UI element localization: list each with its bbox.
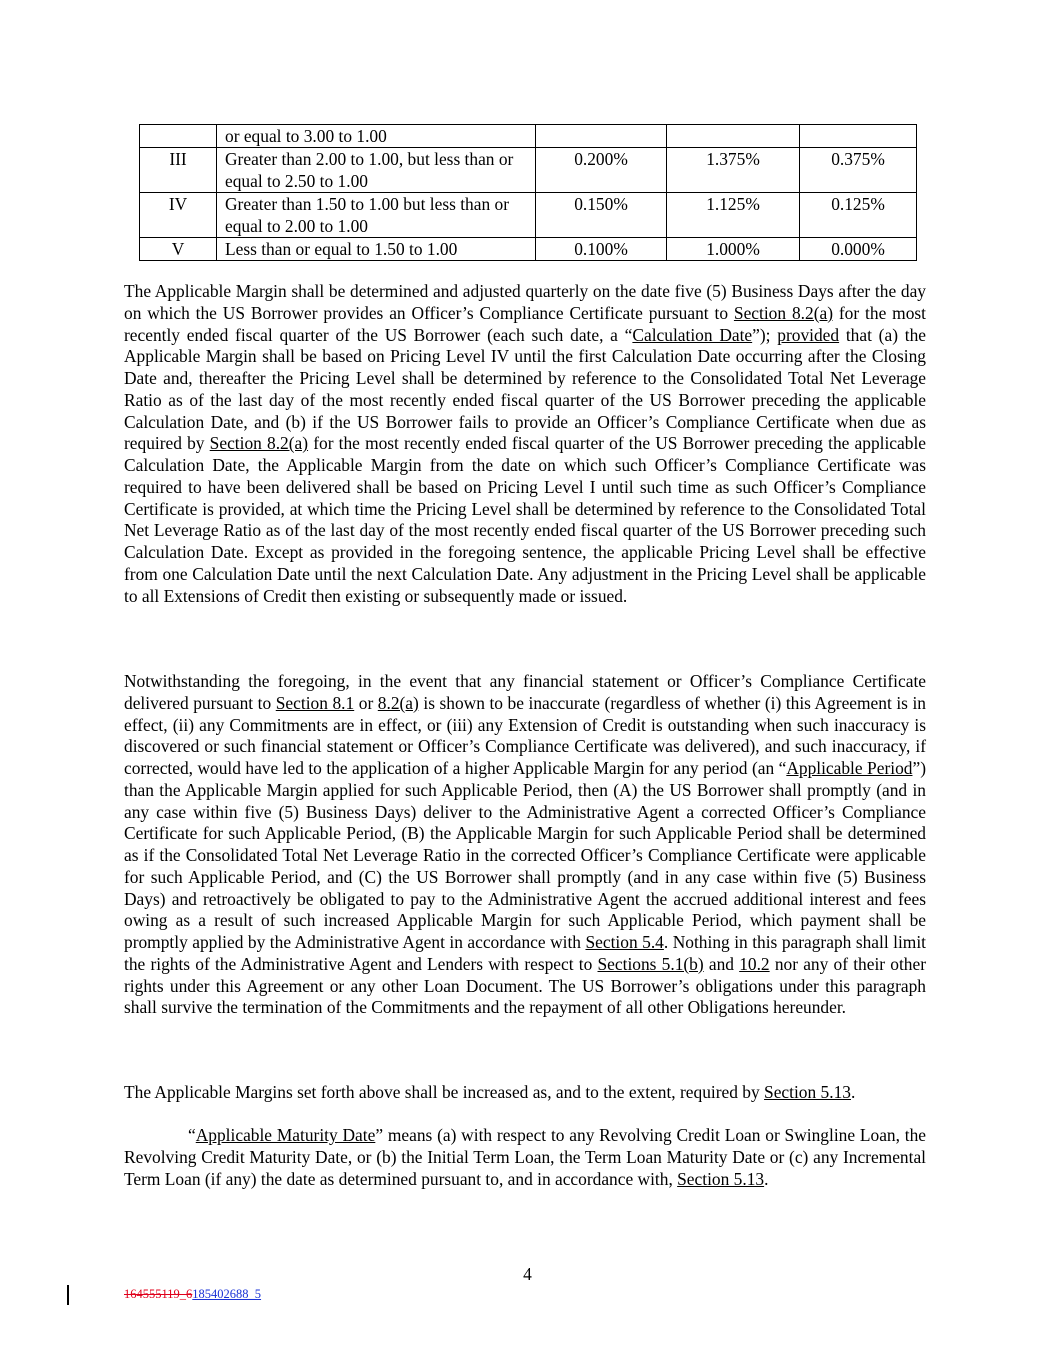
- leverage-ratio-cell: or equal to 3.00 to 1.00: [217, 125, 536, 148]
- fee-cell: 0.150%: [536, 193, 667, 238]
- text-run: ”);: [752, 324, 778, 345]
- section-reference: Sections 5.1(b): [597, 953, 704, 974]
- section-reference: 8.2(a): [377, 692, 419, 713]
- section-reference: Section 8.2(a): [733, 302, 833, 323]
- pricing-level-cell: III: [140, 148, 217, 193]
- applicable-maturity-date-definition: [124, 1125, 926, 1190]
- text-run: The Applicable Margins set forth above shall be increased as, and to the extent, required by: [124, 1082, 765, 1102]
- margin-cell: [800, 125, 917, 148]
- text-run: “: [188, 1125, 196, 1145]
- pricing-level-cell: V: [140, 238, 217, 261]
- leverage-ratio-cell: Greater than 1.50 to 1.00 but less than or equal to 2.00 to 1.00: [217, 193, 536, 238]
- margin-cell: 1.000%: [667, 238, 800, 261]
- text-run: for the most recently ended fiscal quarter of the US Borrower (each such date, a “: [124, 302, 926, 345]
- pricing-level-cell: IV: [140, 193, 217, 238]
- margin-increase-paragraph: [124, 1082, 926, 1104]
- defined-term: Calculation Date: [632, 324, 753, 345]
- deleted-document-id: 164555119_6: [124, 1287, 193, 1301]
- defined-term: Applicable Period: [786, 758, 913, 778]
- table-row: [140, 125, 917, 148]
- text-run: that (a) the Applicable Margin shall be based on Pricing Level IV until the first Calculation Date occurring after the Closing Date and, thereafter the Pricing Level shall be determined by reference to the Consolidated Total Net Leverage Ratio as of the last day of the most recently ended fiscal quarter of the US Borrower preceding the applicable Calculation Date, and (b) if the US Borrower fails to provide an Officer’s Compliance Certificate when due as required by: [124, 324, 926, 454]
- table-row: [140, 238, 917, 261]
- defined-term: provided: [777, 324, 840, 345]
- section-reference: Section 5.13: [677, 1168, 765, 1189]
- applicable-margin-adjustment-paragraph: [124, 281, 926, 607]
- pricing-level-cell: [140, 125, 217, 148]
- fee-cell: [536, 125, 667, 148]
- text-run: Notwithstanding the foregoing, in the event that any financial statement or Officer’s Compliance Certificate delivered pursuant to: [124, 671, 926, 713]
- text-run: nor any of their other rights under this Agreement or any other Loan Document. The US Borrower’s obligations under this paragraph shall survive the termination of the Commitments and the repayment of all other Obligations hereunder.: [124, 953, 927, 1018]
- section-reference: Section 8.2(a): [209, 433, 309, 454]
- table-row: [140, 193, 917, 238]
- section-reference: Section 5.13: [764, 1082, 851, 1102]
- margin-cell: 0.375%: [800, 148, 917, 193]
- defined-term: Applicable Maturity Date: [195, 1125, 376, 1145]
- table-row: [140, 148, 917, 193]
- margin-cell: 1.125%: [667, 193, 800, 238]
- margin-cell: [667, 125, 800, 148]
- section-reference: 10.2: [739, 953, 770, 974]
- inserted-document-id: 185402688_5: [192, 1287, 262, 1301]
- text-run: and: [703, 953, 740, 974]
- text-run: or: [354, 692, 378, 713]
- leverage-ratio-cell: Less than or equal to 1.50 to 1.00: [217, 238, 536, 261]
- margin-cell: 0.000%: [800, 238, 917, 261]
- margin-cell: 1.375%: [667, 148, 800, 193]
- text-run: The Applicable Margin shall be determined and adjusted quarterly on the date five (5) Business Days after the day on which the US Borrower provides an Officer’s Compliance Certificate pursuant to: [124, 281, 926, 323]
- fee-cell: 0.100%: [536, 238, 667, 261]
- section-reference: Section 5.4: [585, 932, 664, 952]
- text-run: . Nothing in this paragraph shall limit the rights of the Administrative Agent and Lenders with respect to: [124, 932, 926, 974]
- text-run: .: [850, 1082, 856, 1102]
- page-number: 4: [523, 1264, 532, 1284]
- section-reference: Section 8.1: [275, 692, 355, 713]
- text-run: ” means (a) with respect to any Revolving Credit Loan or Swingline Loan, the Revolving Credit Maturity Date, or (b) the Initial Term Loan, the Term Loan Maturity Date or (c) any Incremental Term Loan (if any) the date as determined pursuant to, and in accordance with,: [124, 1125, 926, 1189]
- leverage-ratio-cell: Greater than 2.00 to 1.00, but less than or equal to 2.50 to 1.00: [217, 148, 536, 193]
- margin-cell: 0.125%: [800, 193, 917, 238]
- pricing-level-table: [139, 124, 917, 261]
- text-run: is shown to be inaccurate (regardless of whether (i) this Agreement is in effect, (ii) any Commitments are in effect, or (iii) any Extension of Credit is outstanding when such inaccuracy is discovered or such financial statement or Officer’s Compliance Certificate was delivered), and such inaccuracy, if corrected, would have led to the application of a higher Applicable Margin for any period (an “: [124, 692, 926, 778]
- text-run: for the most recently ended fiscal quarter of the US Borrower preceding the applicable Calculation Date, the Applicable Margin from the date on which such Officer’s Compliance Certificate was required to have been delivered shall be based on Pricing Level I until such time as such Officer’s Compliance Certificate is provided, at which time the Pricing Level shall be determined by reference to the Consolidated Total Net Leverage Ratio as of the last day of the most recently ended fiscal quarter of the US Borrower preceding such Calculation Date. Except as provided in the foregoing sentence, the applicable Pricing Level shall be effective from one Calculation Date until the next Calculation Date. Any adjustment in the Pricing Level shall be applicable to all Extensions of Credit then existing or subsequently made or issued.: [124, 433, 926, 606]
- text-run: ”) than the Applicable Margin applied for such Applicable Period, then (A) the US Borrower shall promptly (and in any case within five (5) Business Days) deliver to the Administrative Agent a corrected Officer’s Compliance Certificate for such Applicable Period, (B) the Applicable Margin for such Applicable Period shall be determined as if the Consolidated Total Net Leverage Ratio in the corrected Officer’s Compliance Certificate were applicable for such Applicable Period, and (C) the US Borrower shall promptly (and in any case within five (5) Business Days) and retroactively be obligated to pay to the Administrative Agent the accrued additional interest and fees owing as a result of such increased Applicable Margin for such Applicable Period, which payment shall be promptly applied by the Administrative Agent in accordance with: [124, 758, 926, 952]
- text-run: .: [764, 1168, 769, 1189]
- inaccuracy-paragraph: [124, 671, 926, 1019]
- change-bar: [67, 1285, 69, 1305]
- fee-cell: 0.200%: [536, 148, 667, 193]
- document-id: [124, 1287, 261, 1302]
